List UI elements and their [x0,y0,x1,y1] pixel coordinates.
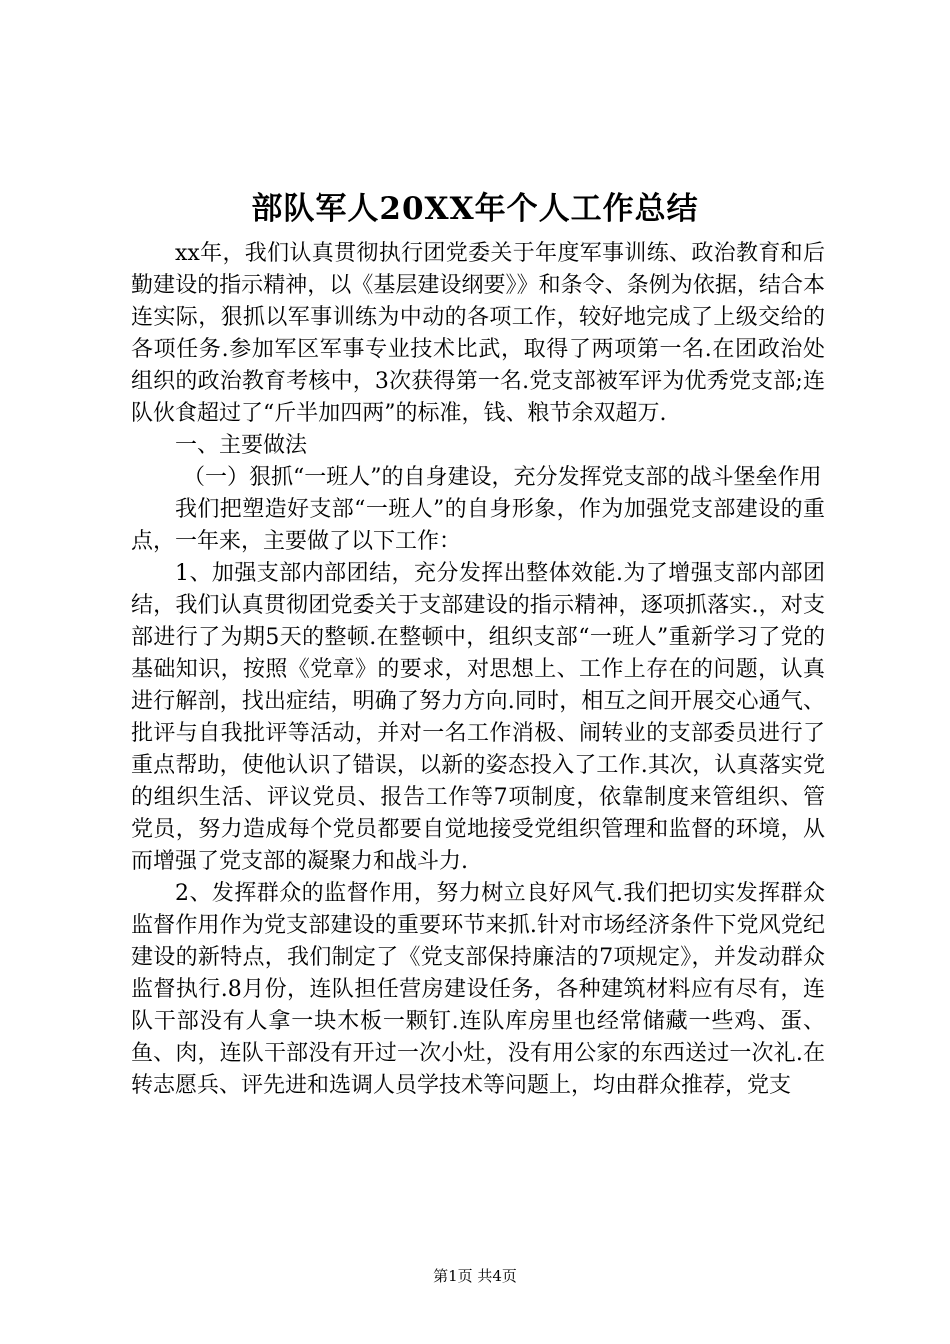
document-body [131,238,825,1102]
paragraph-intro: xx年，我们认真贯彻执行团党委关于年度军事训练、政治教育和后勤建设的指示精神，以《基层建设纲要》》和条令、条例为依据，结合本连实际，狠抓以军事训练为中动的各项工作，较好地完成了上级交给的各项任务.参加军区军事专业技术比武，取得了两项第一名.在团政治处组织的政治教育考核中，3次获得第一名.党支部被军评为优秀党支部;连队伙食超过了“斤半加四两”的标准，钱、粮节余双超万. [131,241,825,426]
document-title: 部队军人20XX年个人工作总结 [251,191,699,227]
subsection-heading-1: （一）狠抓“一班人”的自身建设，充分发挥党支部的战斗堡垒作用 [183,465,822,490]
section-heading-main-practices: 一、主要做法 [175,433,308,458]
paragraph-subsection-intro: 我们把塑造好支部“一班人”的自身形象，作为加强党支部建设的重点，一年来，主要做了以下工作： [131,497,825,554]
paragraph-point-2: 2、发挥群众的监督作用，努力树立良好风气.我们把切实发挥群众监督作用作为党支部建设的重要环节来抓.针对市场经济条件下党风党纪建设的新特点，我们制定了《党支部保持廉洁的7项规定》，并发动群众监督执行.8月份，连队担任营房建设任务，各种建筑材料应有尽有，连队干部没有人拿一块木板一颗钉.连队库房里也经常储藏一些鸡、蛋、鱼、肉，连队干部没有开过一次小灶，没有用公家的东西送过一次礼.在转志愿兵、评先进和选调人员学技术等问题上，均由群众推荐，党支 [131,881,825,1098]
page-number-footer: 第1页 共4页 [433,1267,517,1285]
paragraph-point-1: 1、加强支部内部团结，充分发挥出整体效能.为了增强支部内部团结，我们认真贯彻团党委关于支部建设的指示精神，逐项抓落实.，对支部进行了为期5天的整顿.在整顿中，组织支部“一班人”重新学习了党的基础知识，按照《党章》的要求，对思想上、工作上存在的问题，认真进行解剖，找出症结，明确了努力方向.同时，相互之间开展交心通气、批评与自我批评等活动，并对一名工作消极、闹转业的支部委员进行了重点帮助，使他认识了错误，以新的姿态投入了工作.其次，认真落实党的组织生活、评议党员、报告工作等7项制度，依靠制度来管组织、管党员，努力造成每个党员都要自觉地接受党组织管理和监督的环境，从而增强了党支部的凝聚力和战斗力. [131,561,825,874]
